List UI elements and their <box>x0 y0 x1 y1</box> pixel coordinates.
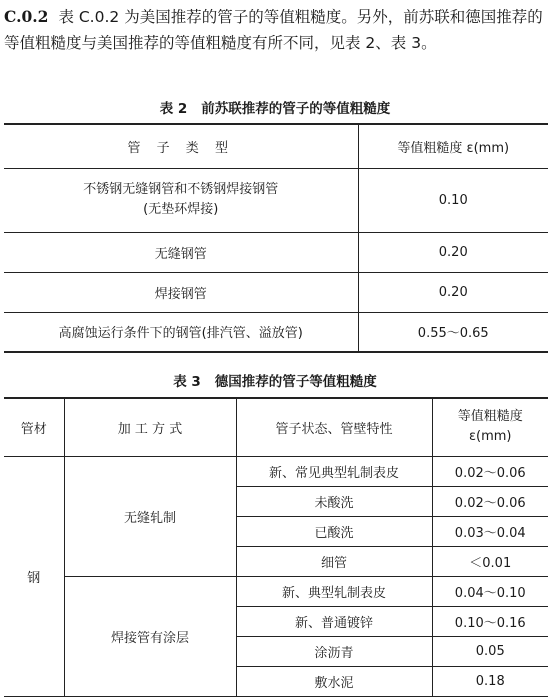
table2-caption <box>0 97 550 117</box>
table2-type-cell: 无缝钢管 <box>4 232 358 272</box>
table3-header-roughness-line2: ε(mm) <box>469 429 512 445</box>
intro-paragraph <box>4 4 548 56</box>
table3-state: 新、常见典型轧制表皮 <box>236 456 432 486</box>
table2-header-row <box>4 124 548 168</box>
table3-value: 0.02～0.06 <box>432 456 548 486</box>
table2-caption-number: 表 2 <box>159 101 188 117</box>
table3-state: 涂沥青 <box>236 636 432 666</box>
table2-value: 0.20 <box>358 232 548 272</box>
table2-header-roughness: 等值粗糙度 ε(mm) <box>358 124 548 168</box>
table3-header-state: 管子状态、管壁特性 <box>236 398 432 456</box>
table-row <box>4 312 548 352</box>
table3-caption <box>0 370 550 390</box>
table3-method-cell: 焊接管有涂层 <box>64 576 236 696</box>
table3-value: 0.03～0.04 <box>432 516 548 546</box>
table2-value: 0.20 <box>358 272 548 312</box>
table3-value: 0.04～0.10 <box>432 576 548 606</box>
table3-header-roughness-line1: 等值粗糙度 <box>457 409 523 425</box>
table2-type-cell: 高腐蚀运行条件下的钢管(排汽管、溢放管) <box>4 312 358 352</box>
table3-value: 0.02～0.06 <box>432 486 548 516</box>
table3-header-method: 加 工 方 式 <box>64 398 236 456</box>
table3-state: 已酸洗 <box>236 516 432 546</box>
table-row <box>4 232 548 272</box>
table2-type-cell: 焊接钢管 <box>4 272 358 312</box>
table3-header-row <box>4 398 548 456</box>
table2-type-line2: (无垫环焊接) <box>143 202 219 217</box>
table3 <box>4 397 548 697</box>
table3-value: 0.18 <box>432 666 548 696</box>
table-row <box>4 272 548 312</box>
table3-header-roughness <box>432 398 548 456</box>
table2-caption-title: 前苏联推荐的管子的等值粗糙度 <box>201 101 391 117</box>
table3-state: 细管 <box>236 546 432 576</box>
table2-value: 0.55～0.65 <box>358 312 548 352</box>
table2-header-type: 管 子 类 型 <box>4 124 358 168</box>
table3-caption-title: 德国推荐的管子等值粗糙度 <box>214 374 377 390</box>
table3-state: 未酸洗 <box>236 486 432 516</box>
table2 <box>4 123 548 353</box>
table3-method-cell: 无缝轧制 <box>64 456 236 576</box>
table2-type-cell <box>4 168 358 232</box>
table-row <box>4 168 548 232</box>
table3-value: 0.05 <box>432 636 548 666</box>
table2-type-line1: 不锈钢无缝钢管和不锈钢焊接钢管 <box>83 182 279 197</box>
table3-state: 新、典型轧制表皮 <box>236 576 432 606</box>
table3-header-material: 管材 <box>4 398 64 456</box>
table-row <box>4 456 548 486</box>
table3-value: 0.10～0.16 <box>432 606 548 636</box>
table3-value: ＜0.01 <box>432 546 548 576</box>
table-row <box>4 576 548 606</box>
table3-state: 敷水泥 <box>236 666 432 696</box>
intro-text: 表 C.0.2 为美国推荐的管子的等值粗糙度。另外，前苏联和德国推荐的等值粗糙度与美国推荐的等值粗糙度有所不同，见表 2、表 3。 <box>4 8 543 52</box>
table3-caption-number: 表 3 <box>173 374 201 390</box>
section-number: C.0.2 <box>4 7 49 26</box>
table3-material-cell: 钢 <box>4 456 64 696</box>
table2-value: 0.10 <box>358 168 548 232</box>
table3-state: 新、普通镀锌 <box>236 606 432 636</box>
